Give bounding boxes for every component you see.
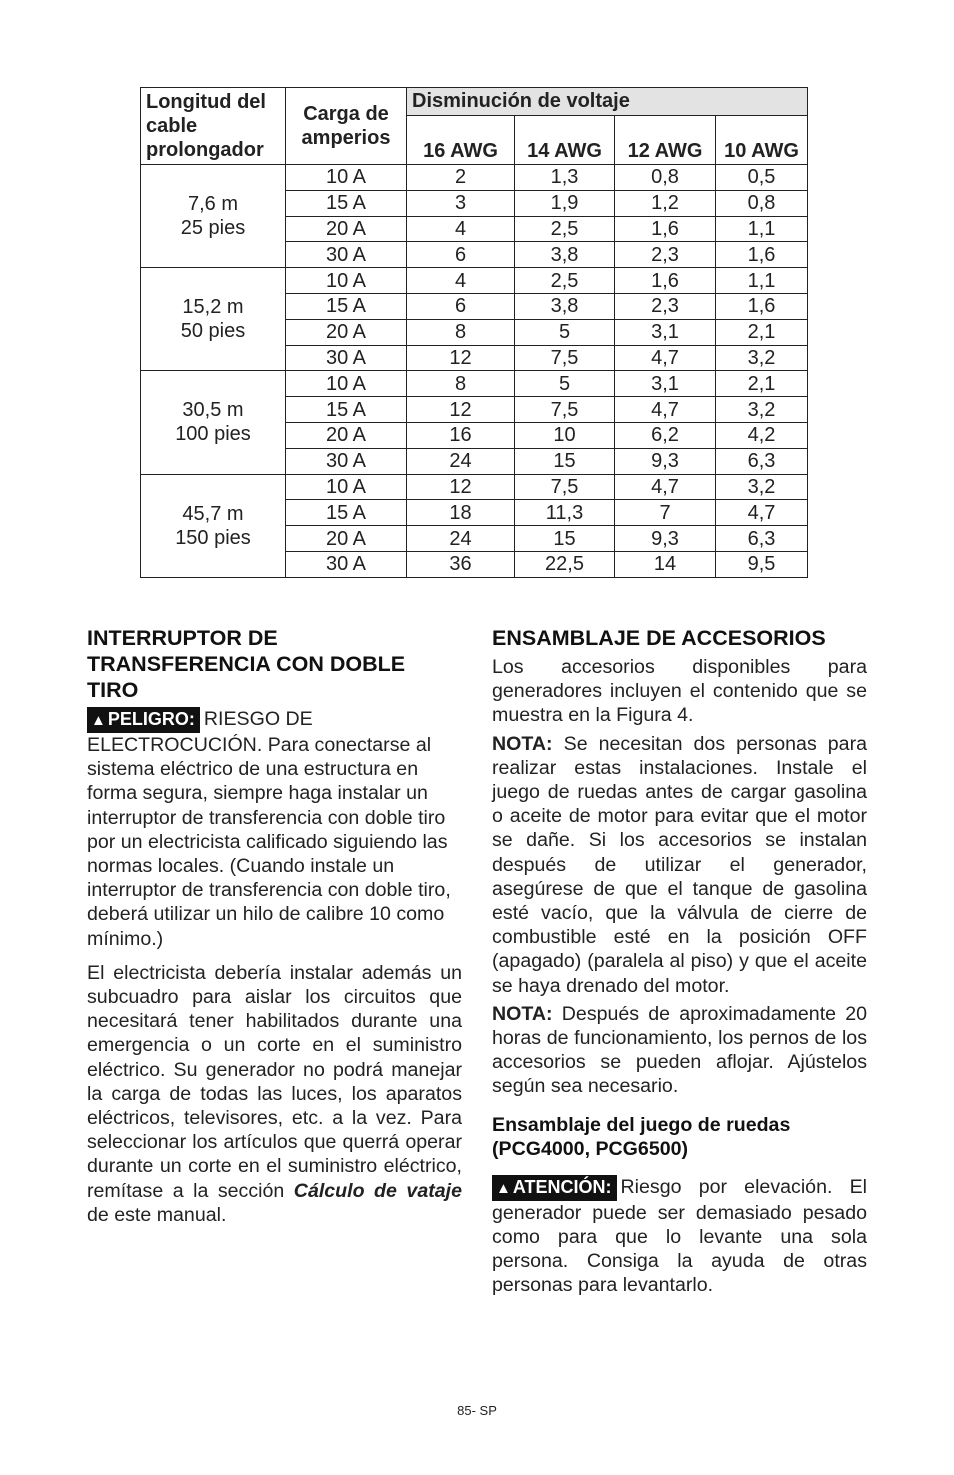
caution-badge — [492, 1175, 617, 1201]
amp-cell: 10 A — [286, 474, 407, 500]
voltage-drop-cell: 1,1 — [716, 216, 808, 242]
length-feet: 100 pies — [175, 423, 251, 446]
left-column — [87, 625, 462, 1227]
table-body — [141, 165, 808, 578]
voltage-drop-cell: 4,7 — [716, 500, 808, 526]
voltage-drop-cell: 24 — [407, 526, 515, 552]
voltage-drop-cell: 2,5 — [515, 268, 615, 294]
amp-cell: 30 A — [286, 551, 407, 577]
note-2 — [492, 1002, 867, 1099]
voltage-drop-cell: 7,5 — [515, 397, 615, 423]
voltage-drop-cell: 18 — [407, 500, 515, 526]
voltage-drop-cell: 0,8 — [716, 190, 808, 216]
table-row — [141, 165, 808, 191]
voltage-drop-cell: 0,8 — [615, 165, 716, 191]
voltage-drop-cell: 5 — [515, 371, 615, 397]
header-amp-load: Carga de amperios — [286, 88, 407, 165]
voltage-drop-cell: 4,2 — [716, 422, 808, 448]
voltage-drop-cell: 7,5 — [515, 345, 615, 371]
table-row — [141, 474, 808, 500]
voltage-drop-cell: 15 — [515, 448, 615, 474]
length-meters: 15,2 m — [182, 296, 244, 319]
voltage-drop-cell: 16 — [407, 422, 515, 448]
page-number: 85- SP — [457, 1403, 497, 1418]
wattage-section-reference: Cálculo de vataje — [293, 1179, 462, 1202]
voltage-drop-cell: 14 — [615, 551, 716, 577]
warning-triangle-icon: ▲ — [91, 712, 106, 729]
danger-paragraph — [87, 707, 462, 951]
voltage-drop-cell: 9,3 — [615, 526, 716, 552]
amp-cell: 30 A — [286, 242, 407, 268]
amp-cell: 20 A — [286, 422, 407, 448]
voltage-drop-cell: 1,6 — [716, 293, 808, 319]
voltage-drop-cell: 3,2 — [716, 345, 808, 371]
cable-length-cell — [141, 474, 286, 577]
voltage-drop-cell: 3,8 — [515, 293, 615, 319]
voltage-drop-cell: 15 — [515, 526, 615, 552]
voltage-drop-cell: 3,8 — [515, 242, 615, 268]
voltage-drop-cell: 7 — [615, 500, 716, 526]
voltage-drop-cell: 3,2 — [716, 397, 808, 423]
danger-badge — [87, 707, 200, 733]
voltage-drop-cell: 4 — [407, 216, 515, 242]
voltage-drop-cell: 1,6 — [716, 242, 808, 268]
voltage-drop-cell: 1,9 — [515, 190, 615, 216]
length-meters: 7,6 m — [187, 193, 239, 216]
voltage-drop-cell: 4,7 — [615, 345, 716, 371]
voltage-drop-cell: 24 — [407, 448, 515, 474]
voltage-drop-cell: 4,7 — [615, 474, 716, 500]
voltage-drop-cell: 3,1 — [615, 319, 716, 345]
voltage-drop-cell: 11,3 — [515, 500, 615, 526]
length-feet: 150 pies — [175, 526, 251, 549]
voltage-drop-cell: 1,1 — [716, 268, 808, 294]
amp-cell: 30 A — [286, 345, 407, 371]
voltage-drop-cell: 4,7 — [615, 397, 716, 423]
transfer-switch-heading: INTERRUPTOR DE TRANSFERENCIA CON DOBLE TIRO — [87, 626, 406, 702]
subpanel-text: El electricista debería instalar además un subcuadro para aislar los circuitos que necesitará tener habilitados durante una emergencia o un corte en el suministro eléctrico. Su generador no podrá manejar la carga de todas las luces, los aparatos eléctricos, televisores, etc. a la vez. Para seleccionar los artículos que querrá operar durante un corte en el suministro eléctrico, remítase a la sección — [87, 961, 462, 1202]
subpanel-text-end: de este manual. — [87, 1203, 227, 1226]
voltage-drop-cell: 1,2 — [615, 190, 716, 216]
warning-triangle-icon: ▲ — [496, 1179, 511, 1197]
note-label: NOTA: — [492, 1002, 553, 1025]
caution-badge-label: ATENCIÓN: — [512, 1176, 612, 1197]
accessories-heading: ENSAMBLAJE DE ACCESORIOS — [492, 626, 826, 650]
voltage-drop-cell: 1,6 — [615, 268, 716, 294]
voltage-drop-cell: 2 — [407, 165, 515, 191]
header-cable-length: Longitud del cable prolongador — [141, 88, 286, 165]
voltage-drop-cell: 2,5 — [515, 216, 615, 242]
caution-text: Riesgo por elevación. El generador puede ser demasiado pesado como para que lo levante una sola persona. Consiga la ayuda de otras personas para levantarlo. — [492, 1175, 867, 1297]
amp-cell: 20 A — [286, 216, 407, 242]
voltage-drop-cell: 8 — [407, 319, 515, 345]
amp-cell: 10 A — [286, 371, 407, 397]
amp-cell: 15 A — [286, 500, 407, 526]
voltage-drop-cell: 2,1 — [716, 319, 808, 345]
danger-text: RIESGO DE ELECTROCUCIÓN. Para conectarse al sistema eléctrico de una estructura en forma segura, siempre haga instalar un interruptor de transferencia con doble tiro por un electricista calificado siguiendo las normas locales. (Cuando instale un interruptor de transferencia con doble tiro, deberá utilizar un hilo de calibre 10 como mínimo.) — [87, 708, 451, 950]
voltage-drop-cell: 7,5 — [515, 474, 615, 500]
cable-length-cell — [141, 165, 286, 268]
length-meters: 45,7 m — [182, 502, 244, 525]
cable-length-cell — [141, 371, 286, 474]
voltage-drop-cell: 6,3 — [716, 448, 808, 474]
voltage-drop-cell: 12 — [407, 397, 515, 423]
note-2-text: Después de aproximadamente 20 horas de funcionamiento, los pernos de los accesorios se pueden aflojar. Ajústelos según sea necesario. — [492, 1002, 867, 1098]
voltage-drop-cell: 2,1 — [716, 371, 808, 397]
cable-length-cell — [141, 268, 286, 371]
voltage-drop-cell: 2,3 — [615, 293, 716, 319]
voltage-drop-cell: 12 — [407, 345, 515, 371]
amp-cell: 20 A — [286, 526, 407, 552]
note-1-text: Se necesitan dos personas para realizar estas instalaciones. Instale el juego de ruedas antes de cargar gasolina o aceite de motor para evitar que el motor se dañe. Si los accesorios se instalan después de utilizar el generador, asegúrese de que el tanque de gasolina esté vacío, que la válvula de cierre de combustible esté en la posición OFF (apagado) (paralela al piso) y que el aceite se haya drenado del motor. — [492, 732, 867, 997]
voltage-drop-cell: 9,3 — [615, 448, 716, 474]
voltage-drop-cell: 10 — [515, 422, 615, 448]
table-row — [141, 268, 808, 294]
voltage-drop-table — [140, 87, 808, 578]
voltage-drop-cell: 0,5 — [716, 165, 808, 191]
accessories-intro: Los accesorios disponibles para generadores incluyen el contenido que se muestra en la Figura 4. — [492, 656, 867, 727]
wheel-kit-subheading: Ensamblaje del juego de ruedas (PCG4000, PCG6500) — [492, 1113, 791, 1160]
voltage-drop-cell: 3,2 — [716, 474, 808, 500]
voltage-drop-cell: 36 — [407, 551, 515, 577]
length-feet: 50 pies — [180, 320, 246, 343]
amp-cell: 15 A — [286, 293, 407, 319]
voltage-drop-cell: 6,2 — [615, 422, 716, 448]
voltage-drop-cell: 5 — [515, 319, 615, 345]
right-column — [492, 625, 867, 1297]
header-gauge-14: 14 AWG — [515, 115, 615, 164]
voltage-drop-cell: 3 — [407, 190, 515, 216]
header-voltage-drop: Disminución de voltaje — [407, 88, 808, 116]
voltage-drop-cell: 12 — [407, 474, 515, 500]
amp-cell: 10 A — [286, 165, 407, 191]
voltage-drop-cell: 22,5 — [515, 551, 615, 577]
length-feet: 25 pies — [180, 217, 246, 240]
amp-cell: 15 A — [286, 397, 407, 423]
header-gauge-10: 10 AWG — [716, 115, 808, 164]
header-gauge-12: 12 AWG — [615, 115, 716, 164]
note-1 — [492, 732, 867, 998]
voltage-drop-cell: 2,3 — [615, 242, 716, 268]
voltage-drop-cell: 3,1 — [615, 371, 716, 397]
danger-badge-label: PELIGRO: — [107, 709, 195, 729]
amp-cell: 10 A — [286, 268, 407, 294]
amp-cell: 30 A — [286, 448, 407, 474]
amp-cell: 15 A — [286, 190, 407, 216]
voltage-drop-cell: 6 — [407, 242, 515, 268]
table-row — [141, 371, 808, 397]
voltage-drop-cell: 1,6 — [615, 216, 716, 242]
header-gauge-16: 16 AWG — [407, 115, 515, 164]
voltage-drop-cell: 6,3 — [716, 526, 808, 552]
note-label: NOTA: — [492, 732, 553, 755]
amp-cell: 20 A — [286, 319, 407, 345]
voltage-drop-cell: 6 — [407, 293, 515, 319]
voltage-drop-cell: 4 — [407, 268, 515, 294]
voltage-drop-cell: 8 — [407, 371, 515, 397]
voltage-drop-cell: 1,3 — [515, 165, 615, 191]
caution-paragraph — [492, 1175, 867, 1298]
length-meters: 30,5 m — [182, 399, 244, 422]
voltage-drop-cell: 9,5 — [716, 551, 808, 577]
subpanel-paragraph — [87, 961, 462, 1227]
